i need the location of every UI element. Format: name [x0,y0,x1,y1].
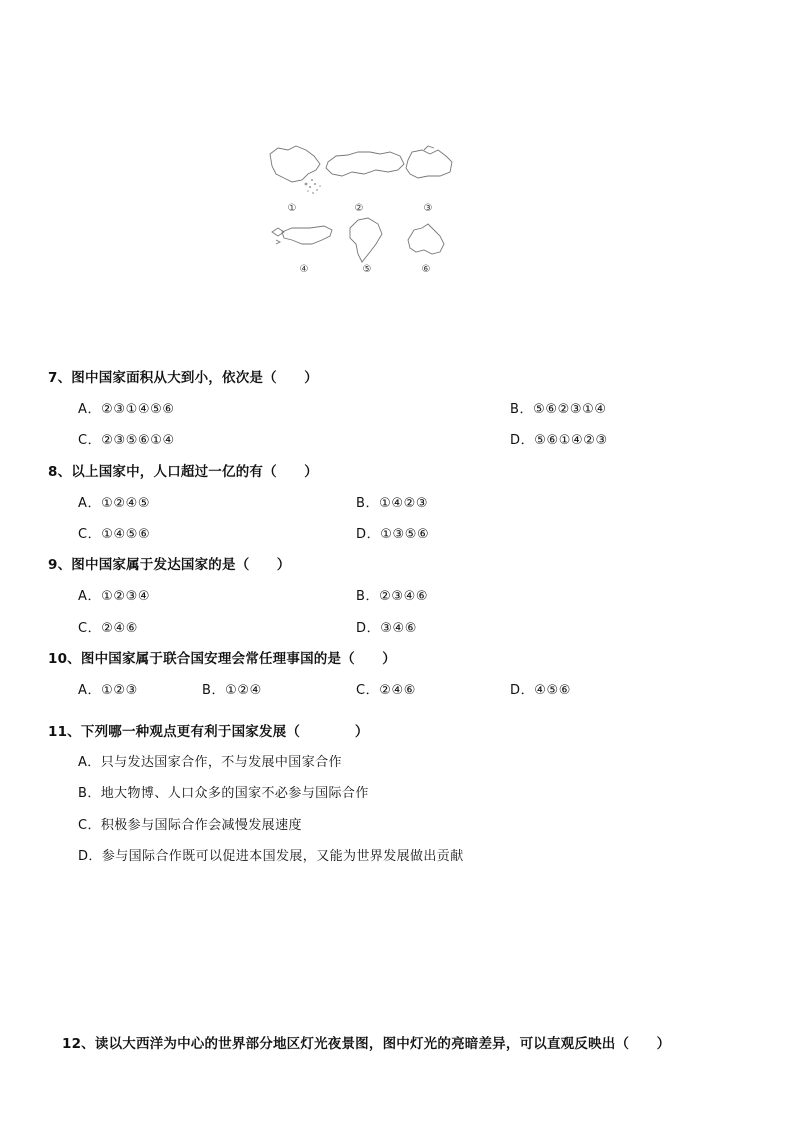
map-label-3: ③ [423,203,433,214]
question-11-stem: 11、下列哪一种观点更有利于国家发展（ ） [48,724,369,740]
question-8-stem: 8、以上国家中，人口超过一亿的有（ ） [48,464,318,480]
question-12-stem: 12、读以大西洋为中心的世界部分地区灯光夜景图，图中灯光的亮暗差异，可以直观反映出（ ） [62,1036,671,1052]
q9-option-d[interactable]: D．③④⑥ [356,621,417,636]
q7-option-d[interactable]: D．⑤⑥①④②③ [510,433,608,448]
question-7-stem: 7、图中国家面积从大到小，依次是（ ） [48,370,318,386]
q7-option-c[interactable]: C．②③⑤⑥①④ [78,433,175,448]
q11-option-a[interactable]: A．只与发达国家合作，不与发展中国家合作 [78,755,342,770]
china-map [270,146,320,182]
map-label-6: ⑥ [421,264,431,275]
q9-option-b[interactable]: B．②③④⑥ [356,589,429,604]
map-label-2: ② [354,203,364,214]
canada-map [406,150,452,178]
usa-map [282,226,332,244]
q7-option-a[interactable]: A．②③①④⑤⑥ [78,402,175,417]
map-label-5: ⑤ [362,264,372,275]
china-islands [305,179,321,194]
q9-option-a[interactable]: A．①②③④ [78,589,151,604]
q10-option-c[interactable]: C．②④⑥ [356,683,417,698]
q10-option-a[interactable]: A．①②③ [78,683,138,698]
q7-option-b[interactable]: B．⑤⑥②③①④ [510,402,607,417]
brazil-map [350,218,382,262]
australia-map [408,224,444,254]
map-label-1: ① [287,203,297,214]
q8-option-b[interactable]: B．①④②③ [356,496,429,511]
q10-option-d[interactable]: D．④⑤⑥ [510,683,571,698]
question-10-stem: 10、图中国家属于联合国安理会常任理事国的是（ ） [48,651,396,667]
q9-option-c[interactable]: C．②④⑥ [78,621,139,636]
q10-option-b[interactable]: B．①②④ [202,683,262,698]
country-outlines-figure [262,140,462,280]
russia-map [326,152,404,176]
q8-option-d[interactable]: D．①③⑤⑥ [356,527,430,542]
q11-option-d[interactable]: D．参与国际合作既可以促进本国发展，又能为世界发展做出贡献 [78,849,464,864]
q11-option-b[interactable]: B．地大物博、人口众多的国家不必参与国际合作 [78,786,369,801]
q11-option-c[interactable]: C．积极参与国际合作会减慢发展速度 [78,818,302,833]
map-label-4: ④ [299,264,309,275]
question-9-stem: 9、图中国家属于发达国家的是（ ） [48,557,291,573]
q8-option-a[interactable]: A．①②④⑤ [78,496,151,511]
q8-option-c[interactable]: C．①④⑤⑥ [78,527,151,542]
